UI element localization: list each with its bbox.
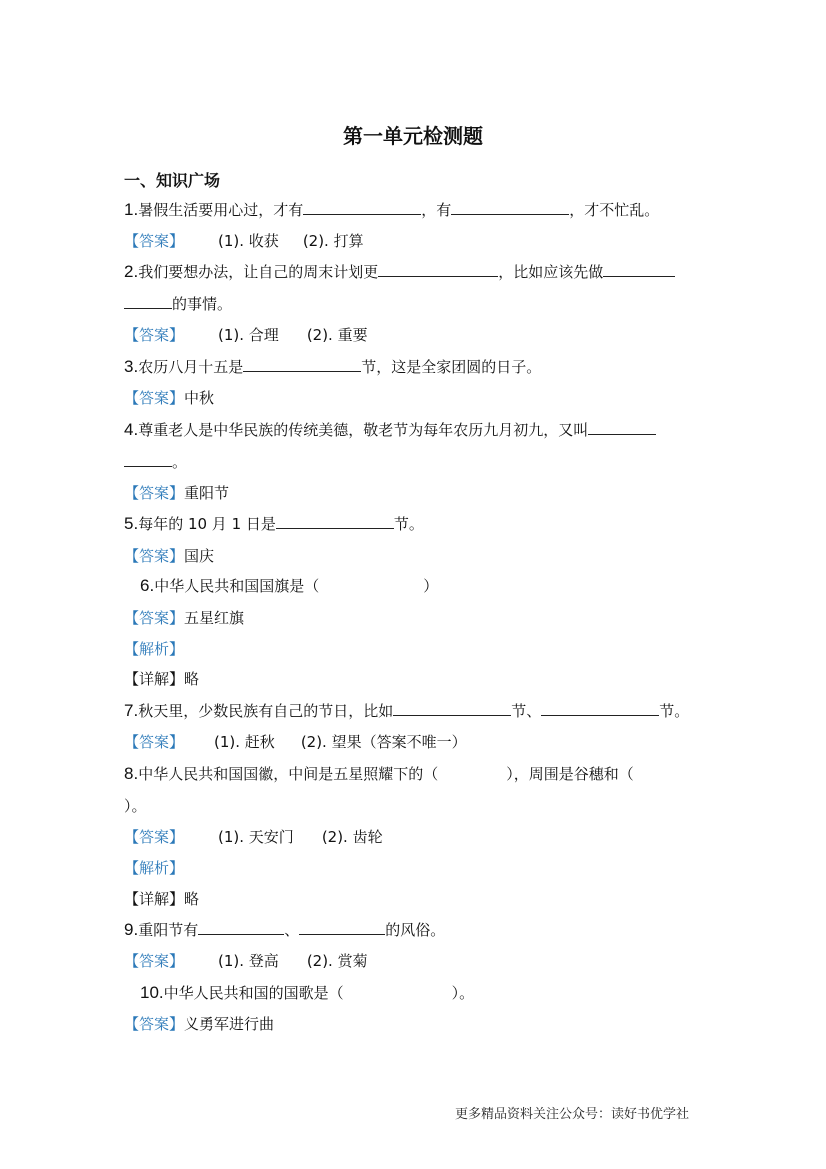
analysis-6: 【解析】 (124, 640, 185, 658)
answer-blank (124, 294, 172, 309)
answer-blank (451, 200, 569, 215)
answer-3: 【答案】中秋 (124, 389, 215, 407)
page-title: 第一单元检测题 (343, 124, 483, 148)
answer-blank (299, 920, 385, 935)
answer-blank (603, 262, 675, 277)
question-10: 10.中华人民共和国的国歌是（ ）。 (140, 983, 475, 1002)
answer-blank (303, 200, 421, 215)
answer-4: 【答案】重阳节 (124, 484, 230, 502)
answer-8: 【答案】 (1). 天安门 (2). 齿轮 (124, 828, 383, 846)
question-8: 8.中华人民共和国国徽，中间是五星照耀下的（ ），周围是谷穗和（ (124, 764, 634, 783)
question-4-cont: 。 (124, 452, 187, 472)
question-8-cont: ）。 (124, 797, 147, 815)
question-6: 6.中华人民共和国国旗是（ ） (140, 576, 439, 595)
question-7: 7.秋天里，少数民族有自己的节日，比如 节、 节。 (124, 701, 690, 720)
question-2-cont: 的事情。 (124, 294, 232, 314)
answer-blank (541, 701, 659, 716)
answer-10: 【答案】义勇军进行曲 (124, 1015, 275, 1033)
answer-blank (198, 920, 284, 935)
answer-blank (276, 514, 394, 529)
question-3: 3.农历八月十五是 节，这是全家团圆的日子。 (124, 357, 542, 376)
section-heading: 一、知识广场 (124, 171, 221, 190)
analysis-8: 【解析】 (124, 859, 185, 877)
answer-5: 【答案】国庆 (124, 547, 215, 565)
question-9: 9.重阳节有 、 的风俗。 (124, 920, 446, 939)
answer-1: 【答案】 (1). 收获 (2). 打算 (124, 232, 364, 250)
answer-blank (588, 420, 656, 435)
answer-6: 【答案】五星红旗 (124, 609, 245, 627)
answer-2: 【答案】 (1). 合理 (2). 重要 (124, 326, 368, 344)
detail-8: 【详解】略 (124, 890, 200, 908)
question-2: 2.我们要想办法，让自己的周末计划更 ，比如应该先做 (124, 262, 675, 282)
footer-note: 更多精品资料关注公众号：读好书优学社 (455, 1107, 690, 1122)
answer-7: 【答案】 (1). 赶秋 (2). 望果（答案不唯一） (124, 733, 467, 751)
answer-blank (378, 262, 498, 277)
answer-9: 【答案】 (1). 登高 (2). 赏菊 (124, 952, 368, 970)
answer-blank (124, 452, 172, 467)
question-4: 4.尊重老人是中华民族的传统美德，敬老节为每年农历九月初九，又叫 (124, 420, 656, 440)
question-5: 5.每年的 10 月 1 日是 节。 (124, 514, 424, 533)
detail-6: 【详解】略 (124, 670, 200, 688)
answer-blank (243, 357, 361, 372)
answer-blank (393, 701, 511, 716)
question-1: 1.暑假生活要用心过，才有 ，有 ，才不忙乱。 (124, 200, 660, 219)
